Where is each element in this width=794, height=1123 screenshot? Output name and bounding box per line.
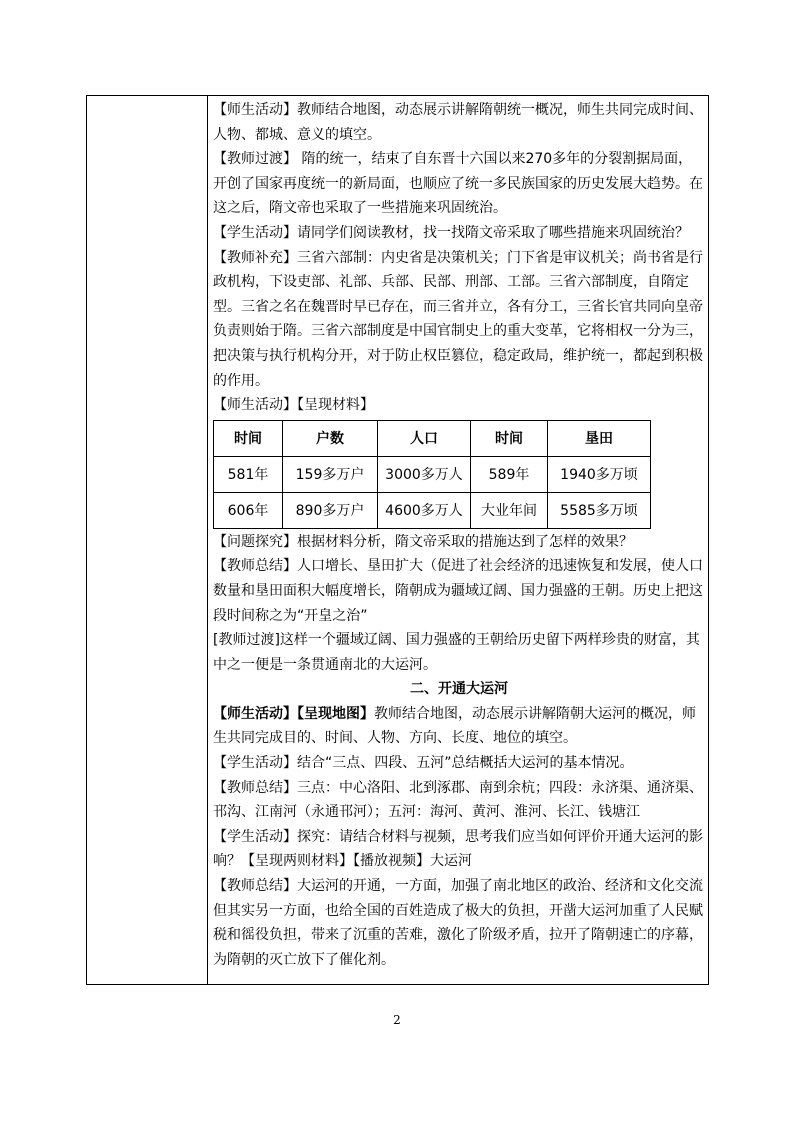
table-cell: 大业年间 (471, 492, 548, 528)
paragraph-5 (213, 530, 705, 555)
table-cell: 4600多万人 (378, 492, 471, 528)
page-number: 2 (393, 1013, 401, 1027)
material-heading: 【师生活动】【呈现材料】 (213, 397, 374, 414)
paragraph-7 (213, 628, 705, 677)
para-text: 三点：中心洛阳、北到涿郡、南到余杭；四段：永济渠、通济渠、邗沟、江南河（永通邗河）；五河：海河、黄河、淮河、长江、钱塘江 (213, 779, 703, 821)
para-label: 【学生活动】 (213, 224, 297, 241)
para-text: 根据材料分析，隋文帝采取的措施达到了怎样的效果？ (297, 533, 633, 550)
table-cell: 1940多万顷 (548, 456, 651, 492)
para-label: 【教师总结】 (213, 558, 297, 575)
para-label: 【师生活动】【呈现地图】 (213, 705, 374, 722)
material-table (213, 420, 651, 529)
table-header-cell: 垦田 (548, 420, 651, 456)
table-cell: 890多万户 (283, 492, 378, 528)
para-text: 教师结合地图，动态展示讲解隋朝大运河的概况，师生共同完成目的、时间、人物、方向、长度、地位的填空。 (213, 705, 696, 747)
table-cell: 606年 (214, 492, 283, 528)
para-label: 【教师总结】 (213, 878, 297, 895)
paragraph-10 (213, 776, 705, 825)
paragraph-4 (213, 246, 705, 394)
section-title: 二、开通大运河 (410, 681, 508, 698)
para-text: 请同学们阅读教材，找一找隋文帝采取了哪些措施来巩固统治？ (297, 224, 689, 241)
table-cell: 3000多万人 (378, 456, 471, 492)
table-header-cell: 人口 (378, 420, 471, 456)
table-header-cell: 户数 (283, 420, 378, 456)
paragraph-9 (213, 751, 705, 776)
para-text: 教师结合地图，动态展示讲解隋朝统一概况，师生共同完成时间、人物、都城、意义的填空。 (213, 102, 703, 143)
paragraph-12 (213, 874, 705, 972)
table-header-row (214, 420, 651, 456)
paragraph-6 (213, 554, 705, 628)
para-label: 【师生活动】 (213, 102, 297, 118)
para-text: 结合“三点、四段、五河”总结概括大运河的基本情况。 (297, 755, 634, 772)
table-row (214, 456, 651, 492)
lesson-table (86, 95, 709, 985)
table-header-cell: 时间 (471, 420, 548, 456)
table-cell: 5585多万顷 (548, 492, 651, 528)
para-label: 【教师总结】 (213, 779, 297, 796)
para-label: 【教师过渡】 (213, 151, 297, 168)
para-text: [教师过渡]这样一个疆域辽阔、国力强盛的王朝给历史留下两样珍贵的财富，其中之一便是一条贯通南北的大运河。 (213, 632, 700, 673)
content-cell (213, 98, 705, 972)
para-label: 【学生活动】 (213, 828, 297, 845)
para-text: 大运河的开通，一方面，加强了南北地区的政治、经济和文化交流但其实另一方面，也给全国的百姓造成了极大的负担，开凿大运河加重了人民赋税和徭役负担，带来了沉重的苦难，激化了阶级矛盾，拉开了隋朝速亡的序幕，为隋朝的灭亡放下了催化剂。 (213, 878, 703, 968)
table-header-cell: 时间 (214, 420, 283, 456)
para-label: 【教师补充】 (213, 249, 297, 266)
paragraph-3 (213, 221, 705, 246)
para-text: 隋的统一，结束了自东晋十六国以来270多年的分裂割据局面，开创了国家再度统一的新局面，也顺应了统一多民族国家的历史发展大趋势。在这之后，隋文帝也采取了一些措施来巩固统治。 (213, 151, 703, 217)
para-label: 【问题探究】 (213, 533, 297, 550)
table-cell: 589年 (471, 456, 548, 492)
table-row (214, 492, 651, 528)
left-column (87, 96, 208, 984)
paragraph-2 (213, 147, 705, 221)
table-cell: 581年 (214, 456, 283, 492)
para-text: 人口增长、垦田扩大（促进了社会经济的迅速恢复和发展，使人口数量和垦田面积大幅度增长，隋朝成为疆域辽阔、国力强盛的王朝。历史上把这段时间称之为“开皇之治” (213, 558, 703, 624)
para-text: 三省六部制：内史省是决策机关；门下省是审议机关；尚书省是行政机构，下设吏部、礼部、兵部、民部、刑部、工部。三省六部制度，自隋定型。三省之名在魏晋时早已存在，而三省并立，各有分工，三省长官共同向皇帝负责则始于隋。三省六部制度是中国官制史上的重大变革，它将相权一分为三，把决策与执行机构分开，对于防止权臣篡位，稳定政局，维护统一，都起到积极的作用。 (213, 249, 703, 389)
paragraph-1 (213, 98, 705, 147)
paragraph-11 (213, 825, 705, 874)
table-cell: 159多万户 (283, 456, 378, 492)
para-label: 【学生活动】 (213, 755, 297, 772)
paragraph-8 (213, 702, 705, 751)
para-text: 探究：请结合材料与视频，思考我们应当如何评价开通大运河的影响？【呈现两则材料】【播放视频】大运河 (213, 828, 703, 870)
